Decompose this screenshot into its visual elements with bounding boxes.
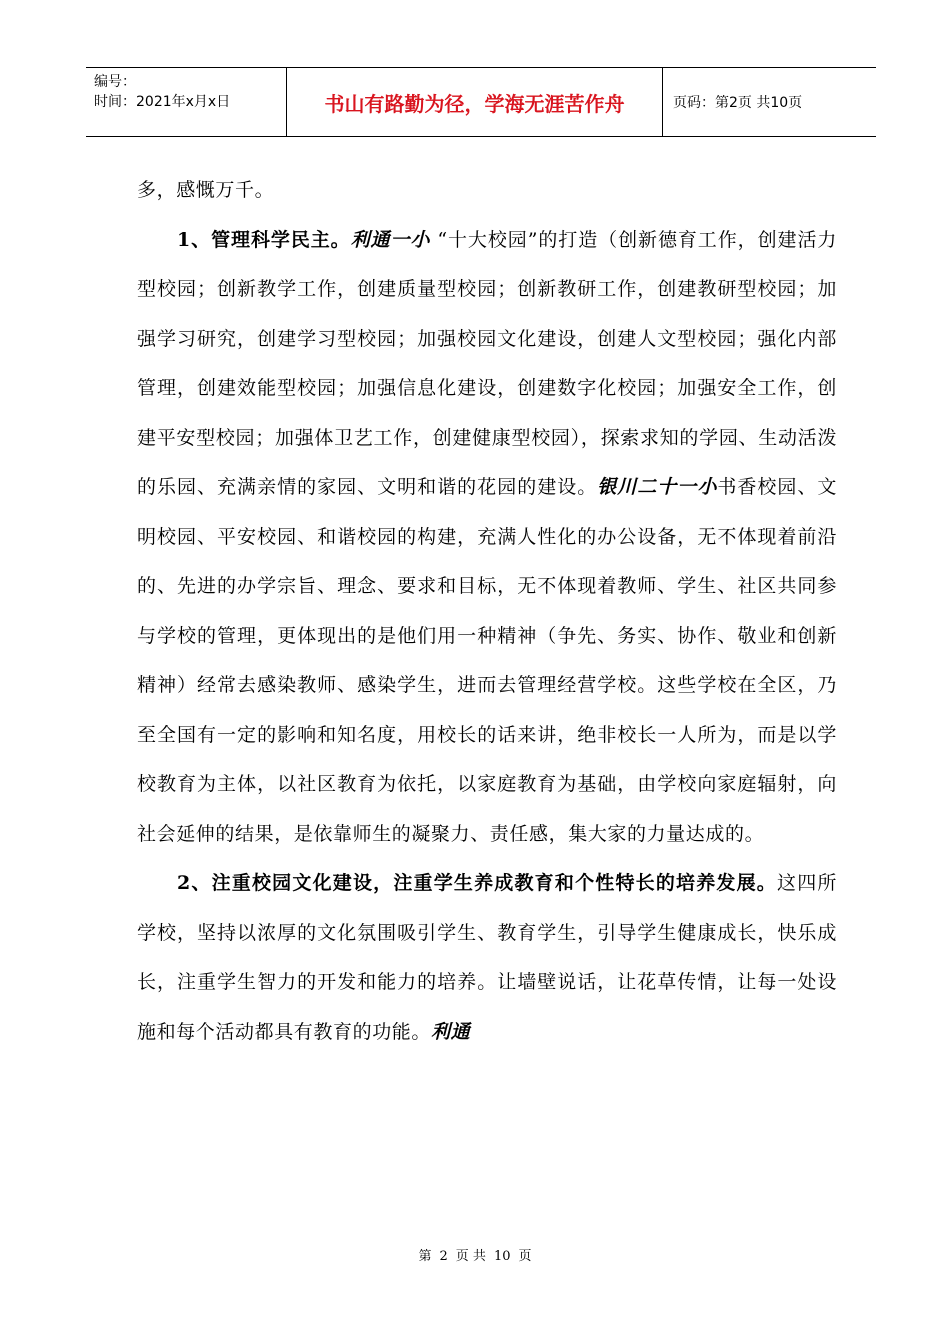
paragraph-text: “十大校园”的打造（创新德育工作，创建活力型校园；创新教学工作，创建质量型校园；创新教研工作，创建教研型校园；加强学习研究，创建学习型校园；加强校园文化建设，创建人文型校园；强化内部管理，创建效能型校园；加强信息化建设，创建数字化校园；加强安全工作，创建平安型校园；加强体卫艺工作，创建健康型校园），探索求知的学园、生动活泼的乐园、充满亲情的家园、文明和谐的花园的建设。 bbox=[137, 228, 838, 498]
paragraph-continuation: 多，感慨万千。 bbox=[137, 179, 275, 201]
header-page-info: 页码：第2页 共10页 bbox=[673, 95, 803, 111]
header-number: 编号： bbox=[94, 74, 136, 90]
school-name-yinchuan: 银川二十一小 bbox=[597, 476, 718, 498]
header-motto: 书山有路勤为径，学海无涯苦作舟 bbox=[287, 68, 663, 136]
header-time: 时间：2021年x月x日 bbox=[94, 94, 231, 110]
school-name-litong-2: 利通 bbox=[431, 1020, 471, 1043]
footer-suffix: 页 bbox=[518, 1249, 532, 1264]
page-header bbox=[86, 67, 876, 137]
paragraph-management bbox=[137, 216, 837, 860]
section-heading-2: 2、注重校园文化建设，注重学生养成教育和个性特长的培养发展。 bbox=[177, 872, 777, 894]
footer-prefix: 第 bbox=[418, 1249, 432, 1264]
section-heading-1: 1、管理科学民主。 bbox=[177, 228, 351, 251]
page-footer bbox=[0, 1245, 950, 1264]
paragraph-text: 书香校园、文明校园、平安校园、和谐校园的构建，充满人性化的办公设备，无不体现着前沿的、先进的办学宗旨、理念、要求和目标，无不体现着教师、学生、社区共同参与学校的管理，更体现出的是他们用一种精神（争先、务实、协作、敬业和创新精神）经常去感染教师、感染学生，进而去管理经营学校。这些学校在全区，乃至全国有一定的影响和知名度，用校长的话来讲，绝非校长一人所为，而是以学校教育为主体，以社区教育为依托，以家庭教育为基础，由学校向家庭辐射，向社会延伸的结果，是依靠师生的凝聚力、责任感，集大家的力量达成的。 bbox=[137, 476, 837, 845]
footer-mid: 页 共 bbox=[455, 1249, 486, 1264]
footer-page-number: 2 bbox=[439, 1249, 448, 1264]
header-meta bbox=[86, 68, 287, 136]
document-body bbox=[137, 166, 837, 1057]
paragraph-text: 这四所学校，坚持以浓厚的文化氛围吸引学生、教育学生，引导学生健康成长，快乐成长，注重学生智力的开发和能力的培养。让墙壁说话，让花草传情，让每一处设施和每个活动都具有教育的功能。 bbox=[137, 872, 837, 1043]
paragraph-culture bbox=[137, 859, 837, 1057]
school-name-litong: 利通一小 bbox=[350, 228, 431, 251]
footer-total: 10 bbox=[493, 1249, 511, 1264]
